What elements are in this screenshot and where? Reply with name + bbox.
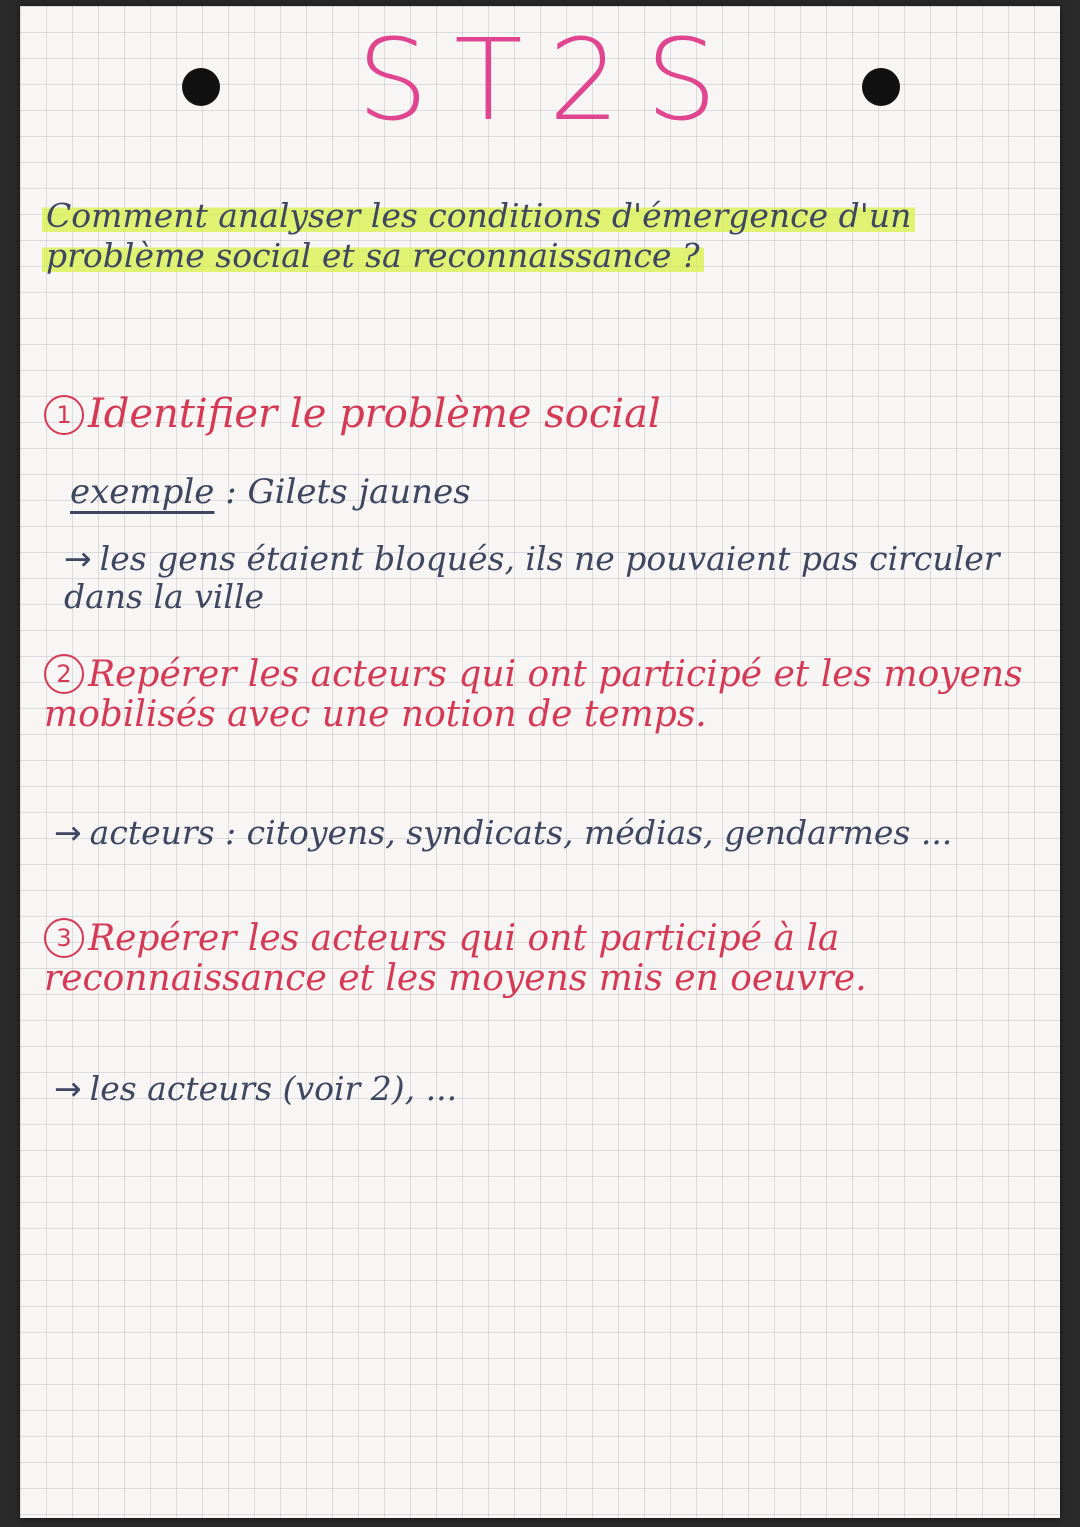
question-text: Comment analyser les conditions d'émergence d'un problème social et sa reconnaissance ?: [42, 196, 915, 275]
step-1: [44, 391, 1044, 437]
notebook-page: [20, 6, 1060, 1518]
note-3: [54, 1070, 1034, 1108]
step-number-circle: 2: [44, 654, 84, 694]
step-3: [44, 918, 1044, 999]
arrow-right-icon: →: [54, 813, 82, 852]
example-line: [70, 472, 471, 512]
step-number-circle: 1: [44, 395, 84, 435]
bullet-dot-right: [862, 68, 900, 106]
note-2: [54, 814, 1034, 852]
title-row: [20, 16, 1060, 146]
step-number-circle: 3: [44, 918, 84, 958]
example-value: Gilets jaunes: [247, 472, 471, 512]
step-text: Repérer les acteurs qui ont participé à la reconnaissance et les moyens mis en oeuvre.: [44, 918, 867, 999]
highlighted-question: [42, 196, 1042, 276]
arrow-right-icon: →: [54, 1069, 82, 1108]
page-title: ST2S: [357, 16, 743, 146]
bullet-dot-left: [182, 68, 220, 106]
example-separator: :: [225, 472, 237, 512]
step-2: [44, 654, 1044, 735]
note-1: [64, 540, 1044, 616]
arrow-right-icon: →: [64, 539, 92, 578]
note-text: les gens étaient bloqués, ils ne pouvaient pas circuler dans la ville: [64, 539, 1000, 616]
step-text: Repérer les acteurs qui ont participé et les moyens mobilisés avec une notion de temps.: [44, 654, 1023, 735]
step-text: Identifier le problème social: [88, 391, 661, 437]
note-text: les acteurs (voir 2), ...: [89, 1069, 458, 1108]
example-label: exemple: [70, 472, 215, 512]
note-text: acteurs : citoyens, syndicats, médias, gendarmes ...: [89, 813, 953, 852]
